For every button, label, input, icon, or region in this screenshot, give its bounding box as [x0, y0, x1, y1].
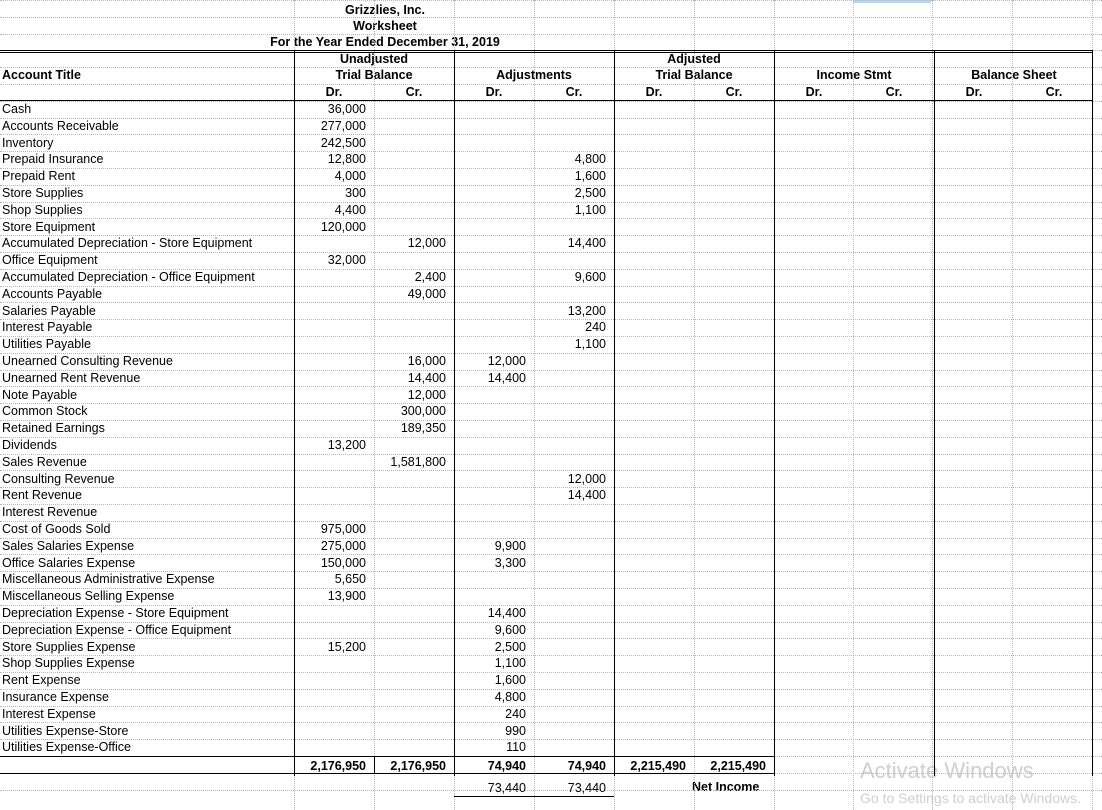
amount-adj-cr [534, 672, 606, 688]
account-title: Depreciation Expense - Office Equipment [2, 623, 232, 637]
amount-adj-dr [454, 504, 526, 520]
amount-tb-dr [294, 454, 366, 470]
section-border [1092, 50, 1093, 776]
amount-adj-dr [454, 319, 526, 335]
total-adj-dr: 74,940 [487, 759, 526, 773]
amount-tb-dr [294, 471, 366, 487]
amount-tb-cr [374, 639, 446, 655]
grid-row-line [0, 353, 1102, 354]
amount-tb-cr [374, 521, 446, 537]
amount-tb-dr: 13,900 [327, 589, 366, 603]
amount-tb-cr [374, 622, 446, 638]
amount-adj-dr [454, 269, 526, 285]
amount-adj-dr [454, 252, 526, 268]
account-title: Note Payable [2, 388, 78, 402]
amount-adj-cr [534, 353, 606, 369]
account-title: Store Supplies [2, 186, 84, 200]
amount-tb-cr: 2,400 [414, 270, 446, 284]
amount-tb-dr: 275,000 [320, 539, 366, 553]
grid-row-line [0, 218, 1102, 219]
amount-adj-cr [534, 387, 606, 403]
amount-adj-dr: 4,800 [494, 690, 526, 704]
account-title: Accumulated Depreciation - Store Equipment [2, 236, 253, 250]
grid-row-line [0, 235, 1102, 236]
account-title: Cost of Goods Sold [2, 522, 111, 536]
amount-adj-dr [454, 151, 526, 167]
amount-adj-cr: 1,600 [574, 169, 606, 183]
amount-tb-cr [374, 202, 446, 218]
grid-col-line [534, 0, 535, 810]
amount-tb-dr: 120,000 [320, 220, 366, 234]
grid-row-line [0, 571, 1102, 572]
amount-adj-dr: 14,400 [487, 371, 526, 385]
account-title: Office Equipment [2, 253, 98, 267]
totals-top-border [0, 756, 774, 757]
grid-row-line [0, 605, 1102, 606]
grid-col-line [694, 0, 695, 810]
amount-tb-dr [294, 353, 366, 369]
amount-tb-cr [374, 168, 446, 184]
amount-adj-cr [534, 723, 606, 739]
amount-adj-cr [534, 101, 606, 117]
amount-adj-cr [534, 639, 606, 655]
amount-tb-dr [294, 336, 366, 352]
amount-tb-dr [294, 672, 366, 688]
activate-windows-subtext: Go to Settings to activate Windows. [860, 790, 1081, 806]
amount-adj-dr: 9,900 [494, 539, 526, 553]
grid-row-line [0, 588, 1102, 589]
amount-adj-cr [534, 252, 606, 268]
amount-tb-cr [374, 185, 446, 201]
section-border [614, 50, 615, 776]
amount-adj-dr [454, 118, 526, 134]
amount-tb-dr: 15,200 [327, 640, 366, 654]
amount-tb-dr [294, 403, 366, 419]
amount-adj-cr [534, 622, 606, 638]
grid-col-line [932, 0, 933, 810]
amount-tb-cr [374, 739, 446, 755]
grid-row-line [0, 202, 1102, 203]
amount-tb-cr [374, 319, 446, 335]
amount-adj-cr [534, 538, 606, 554]
amount-tb-cr [374, 571, 446, 587]
adj-dr-after-total: 73,440 [487, 781, 526, 795]
amount-adj-cr [534, 454, 606, 470]
amount-adj-dr [454, 521, 526, 537]
account-title: Store Equipment [2, 220, 96, 234]
grid-row-line [0, 134, 1102, 135]
header-top-border-2 [0, 52, 1092, 53]
amount-adj-cr: 12,000 [567, 472, 606, 486]
amount-tb-dr: 4,400 [334, 203, 366, 217]
amount-tb-dr [294, 420, 366, 436]
amount-adj-cr: 9,600 [574, 270, 606, 284]
amount-adj-dr [454, 571, 526, 587]
grid-row-line [0, 101, 1102, 102]
account-title: Interest Revenue [2, 505, 98, 519]
grid-col-line [1012, 0, 1013, 810]
amount-adj-dr [454, 437, 526, 453]
amount-tb-cr [374, 689, 446, 705]
amount-tb-dr: 975,000 [320, 522, 366, 536]
amount-adj-dr: 110 [506, 740, 526, 754]
section-border [934, 50, 935, 776]
amount-tb-dr [294, 605, 366, 621]
account-title: Miscellaneous Selling Expense [2, 589, 175, 603]
account-title: Shop Supplies [2, 203, 83, 217]
cr-header: Cr. [565, 85, 583, 99]
amount-tb-cr [374, 555, 446, 571]
amount-adj-dr [454, 420, 526, 436]
amount-tb-dr: 150,000 [320, 556, 366, 570]
cr-header: Cr. [405, 85, 423, 99]
account-title: Accounts Payable [2, 287, 103, 301]
account-title: Interest Payable [2, 320, 93, 334]
amount-tb-dr: 4,000 [334, 169, 366, 183]
net-income-label: Net Income [692, 780, 760, 794]
dr-header: Dr. [325, 85, 343, 99]
dr-header: Dr. [805, 85, 823, 99]
amount-tb-cr: 49,000 [407, 287, 446, 301]
amount-tb-dr: 300 [345, 186, 366, 200]
amount-adj-dr [454, 487, 526, 503]
amount-tb-dr [294, 622, 366, 638]
amount-adj-dr: 3,300 [494, 556, 526, 570]
amount-adj-cr [534, 370, 606, 386]
amount-tb-cr [374, 588, 446, 604]
balance-sheet-header: Balance Sheet [971, 68, 1057, 82]
amount-adj-cr: 4,800 [574, 152, 606, 166]
account-title: Miscellaneous Administrative Expense [2, 572, 215, 586]
account-title: Rent Revenue [2, 488, 82, 502]
amount-adj-cr [534, 689, 606, 705]
amount-tb-dr: 5,650 [334, 572, 366, 586]
total-tb-dr: 2,176,950 [310, 759, 366, 773]
amount-tb-cr [374, 538, 446, 554]
amount-tb-dr [294, 655, 366, 671]
amount-tb-dr [294, 689, 366, 705]
grid-row-line [0, 722, 1102, 723]
grid-row-line [0, 420, 1102, 421]
total-atb-dr: 2,215,490 [630, 759, 686, 773]
account-title: Accounts Receivable [2, 119, 119, 133]
grid-row-line [0, 739, 1102, 740]
grid-row-line [0, 437, 1102, 438]
header-top-border [0, 50, 1092, 51]
grid-row-line [0, 17, 1102, 18]
amount-tb-cr: 12,000 [407, 236, 446, 250]
total-cell-border [374, 756, 375, 774]
amount-adj-cr [534, 403, 606, 419]
account-title: Depreciation Expense - Store Equipment [2, 606, 229, 620]
amount-tb-cr [374, 471, 446, 487]
amount-adj-dr [454, 588, 526, 604]
amount-adj-cr [534, 655, 606, 671]
account-title: Accumulated Depreciation - Office Equipment [2, 270, 255, 284]
account-title: Office Salaries Expense [2, 556, 136, 570]
total-adj-cr: 74,940 [567, 759, 606, 773]
amount-adj-cr [534, 286, 606, 302]
amount-tb-dr [294, 723, 366, 739]
amount-adj-dr: 9,600 [494, 623, 526, 637]
amount-tb-dr: 12,800 [327, 152, 366, 166]
amount-adj-cr: 13,200 [567, 304, 606, 318]
account-title: Dividends [2, 438, 57, 452]
after-total-border [454, 796, 614, 797]
amount-tb-dr [294, 370, 366, 386]
amount-adj-cr [534, 521, 606, 537]
company-name: Grizzlies, Inc. [345, 3, 425, 17]
amount-adj-dr [454, 168, 526, 184]
amount-adj-cr [534, 118, 606, 134]
grid-row-line [0, 151, 1102, 152]
account-title: Common Stock [2, 404, 88, 418]
account-title: Interest Expense [2, 707, 96, 721]
amount-adj-dr [454, 387, 526, 403]
header-bottom-border [0, 100, 1092, 101]
grid-row-line [0, 319, 1102, 320]
report-name: Worksheet [353, 19, 417, 33]
grid-row-line [0, 622, 1102, 623]
amount-adj-cr [534, 739, 606, 755]
amount-tb-dr [294, 303, 366, 319]
amount-adj-dr: 1,600 [494, 673, 526, 687]
amount-adj-cr [534, 588, 606, 604]
grid-row-line [0, 689, 1102, 690]
amount-tb-cr [374, 655, 446, 671]
grid-row-line [0, 706, 1102, 707]
amount-tb-dr [294, 269, 366, 285]
grid-row-line [0, 302, 1102, 303]
grid-row-line [0, 470, 1102, 471]
amount-adj-cr [534, 437, 606, 453]
amount-tb-cr [374, 135, 446, 151]
account-title: Utilities Expense-Office [2, 740, 131, 754]
account-title: Utilities Expense-Store [2, 724, 129, 738]
grid-row-line [0, 34, 1102, 35]
grid-row-line [0, 84, 1102, 85]
amount-tb-dr [294, 235, 366, 251]
amount-tb-dr [294, 286, 366, 302]
amount-adj-cr [534, 504, 606, 520]
total-atb-cr: 2,215,490 [710, 759, 766, 773]
amount-adj-dr: 240 [505, 707, 526, 721]
amount-tb-cr [374, 101, 446, 117]
grid-row-line [0, 118, 1102, 119]
grid-row-line [0, 0, 1102, 1]
amount-adj-dr [454, 219, 526, 235]
grid-row-line [0, 67, 1102, 68]
amount-tb-cr: 300,000 [400, 404, 446, 418]
grid-row-line [0, 638, 1102, 639]
amount-adj-cr: 14,400 [567, 488, 606, 502]
account-title: Prepaid Rent [2, 169, 75, 183]
amount-tb-dr [294, 739, 366, 755]
grid-col-line [374, 0, 375, 810]
amount-adj-cr [534, 420, 606, 436]
amount-adj-cr [534, 571, 606, 587]
adjustments-header: Adjustments [496, 68, 572, 82]
adjusted-header-2: Trial Balance [655, 68, 733, 82]
amount-adj-dr [454, 235, 526, 251]
grid-row-line [0, 554, 1102, 555]
amount-adj-dr [454, 135, 526, 151]
amount-adj-dr [454, 336, 526, 352]
adj-cr-after-total: 73,440 [567, 781, 606, 795]
amount-tb-cr [374, 151, 446, 167]
amount-tb-cr [374, 118, 446, 134]
grid-row-line [0, 454, 1102, 455]
income-stmt-header: Income Stmt [816, 68, 892, 82]
section-border [774, 50, 775, 776]
amount-tb-dr [294, 319, 366, 335]
amount-adj-dr [454, 454, 526, 470]
grid-col-line [853, 0, 854, 810]
amount-adj-dr [454, 471, 526, 487]
amount-adj-cr: 14,400 [567, 236, 606, 250]
amount-adj-dr [454, 185, 526, 201]
amount-tb-cr [374, 723, 446, 739]
grid-row-line [0, 252, 1102, 253]
amount-tb-dr: 36,000 [327, 102, 366, 116]
amount-adj-dr [454, 286, 526, 302]
dr-header: Dr. [645, 85, 663, 99]
amount-tb-cr: 14,400 [407, 371, 446, 385]
grid-row-line [0, 672, 1102, 673]
amount-adj-cr [534, 135, 606, 151]
amount-adj-dr: 14,400 [487, 606, 526, 620]
amount-tb-dr [294, 706, 366, 722]
account-title: Unearned Rent Revenue [2, 371, 141, 385]
adjusted-header-1: Adjusted [667, 52, 721, 66]
amount-tb-cr: 16,000 [407, 354, 446, 368]
account-title: Retained Earnings [2, 421, 105, 435]
amount-adj-cr: 2,500 [574, 186, 606, 200]
grid-row-line [0, 336, 1102, 337]
amount-tb-cr [374, 672, 446, 688]
grid-row-line [0, 185, 1102, 186]
amount-tb-dr: 32,000 [327, 253, 366, 267]
amount-tb-cr [374, 706, 446, 722]
amount-tb-cr [374, 303, 446, 319]
grid-row-line [0, 655, 1102, 656]
account-title: Sales Salaries Expense [2, 539, 135, 553]
cr-header: Cr. [1045, 85, 1063, 99]
cr-header: Cr. [885, 85, 903, 99]
amount-adj-cr [534, 555, 606, 571]
amount-adj-cr: 1,100 [574, 203, 606, 217]
amount-tb-cr [374, 605, 446, 621]
account-title: Salaries Payable [2, 304, 96, 318]
account-title: Prepaid Insurance [2, 152, 104, 166]
grid-row-line [0, 286, 1102, 287]
amount-adj-dr: 2,500 [494, 640, 526, 654]
amount-tb-cr [374, 487, 446, 503]
account-title: Inventory [2, 136, 54, 150]
total-tb-cr: 2,176,950 [390, 759, 446, 773]
amount-adj-dr: 990 [505, 724, 526, 738]
amount-tb-cr [374, 252, 446, 268]
dr-header: Dr. [965, 85, 983, 99]
amount-adj-dr: 12,000 [487, 354, 526, 368]
account-title: Shop Supplies Expense [2, 656, 135, 670]
amount-tb-cr [374, 219, 446, 235]
amount-tb-dr: 277,000 [320, 119, 366, 133]
dr-header: Dr. [485, 85, 503, 99]
activate-windows-watermark: Activate Windows [860, 758, 1034, 783]
section-border [454, 50, 455, 776]
amount-tb-cr: 189,350 [400, 421, 446, 435]
amount-adj-cr [534, 605, 606, 621]
grid-row-line [0, 487, 1102, 488]
amount-tb-dr [294, 504, 366, 520]
grid-row-line [0, 386, 1102, 387]
grid-row-line [0, 538, 1102, 539]
amount-adj-cr: 1,100 [574, 337, 606, 351]
amount-adj-cr [534, 706, 606, 722]
amount-tb-cr: 12,000 [407, 388, 446, 402]
amount-adj-dr [454, 101, 526, 117]
account-title: Insurance Expense [2, 690, 110, 704]
grid-row-line [0, 504, 1102, 505]
unadjusted-header-2: Trial Balance [335, 68, 413, 82]
grid-row-line [0, 521, 1102, 522]
amount-tb-cr [374, 504, 446, 520]
grid-row-line [0, 370, 1102, 371]
totals-bottom-border [0, 773, 774, 774]
section-border [294, 50, 295, 776]
account-title: Rent Expense [2, 673, 81, 687]
account-title: Utilities Payable [2, 337, 91, 351]
amount-tb-dr: 242,500 [320, 136, 366, 150]
amount-tb-cr: 1,581,800 [390, 455, 446, 469]
amount-tb-dr [294, 487, 366, 503]
amount-adj-dr [454, 303, 526, 319]
report-period: For the Year Ended December 31, 2019 [270, 35, 500, 49]
account-title: Sales Revenue [2, 455, 87, 469]
amount-tb-dr: 13,200 [327, 438, 366, 452]
account-title: Cash [2, 102, 32, 116]
account-title: Store Supplies Expense [2, 640, 136, 654]
amount-adj-cr [534, 219, 606, 235]
unadjusted-header-1: Unadjusted [339, 52, 409, 66]
amount-adj-dr [454, 403, 526, 419]
amount-adj-dr: 1,100 [494, 656, 526, 670]
amount-adj-cr: 240 [585, 320, 606, 334]
account-title: Unearned Consulting Revenue [2, 354, 173, 368]
grid-row-line [0, 790, 1102, 791]
grid-row-line [0, 269, 1102, 270]
account-title: Consulting Revenue [2, 472, 115, 486]
amount-tb-cr [374, 336, 446, 352]
account-title-header: Account Title [2, 68, 81, 82]
amount-tb-cr [374, 437, 446, 453]
amount-tb-dr [294, 387, 366, 403]
cr-header: Cr. [725, 85, 743, 99]
grid-row-line [0, 168, 1102, 169]
grid-row-line [0, 403, 1102, 404]
amount-adj-dr [454, 202, 526, 218]
